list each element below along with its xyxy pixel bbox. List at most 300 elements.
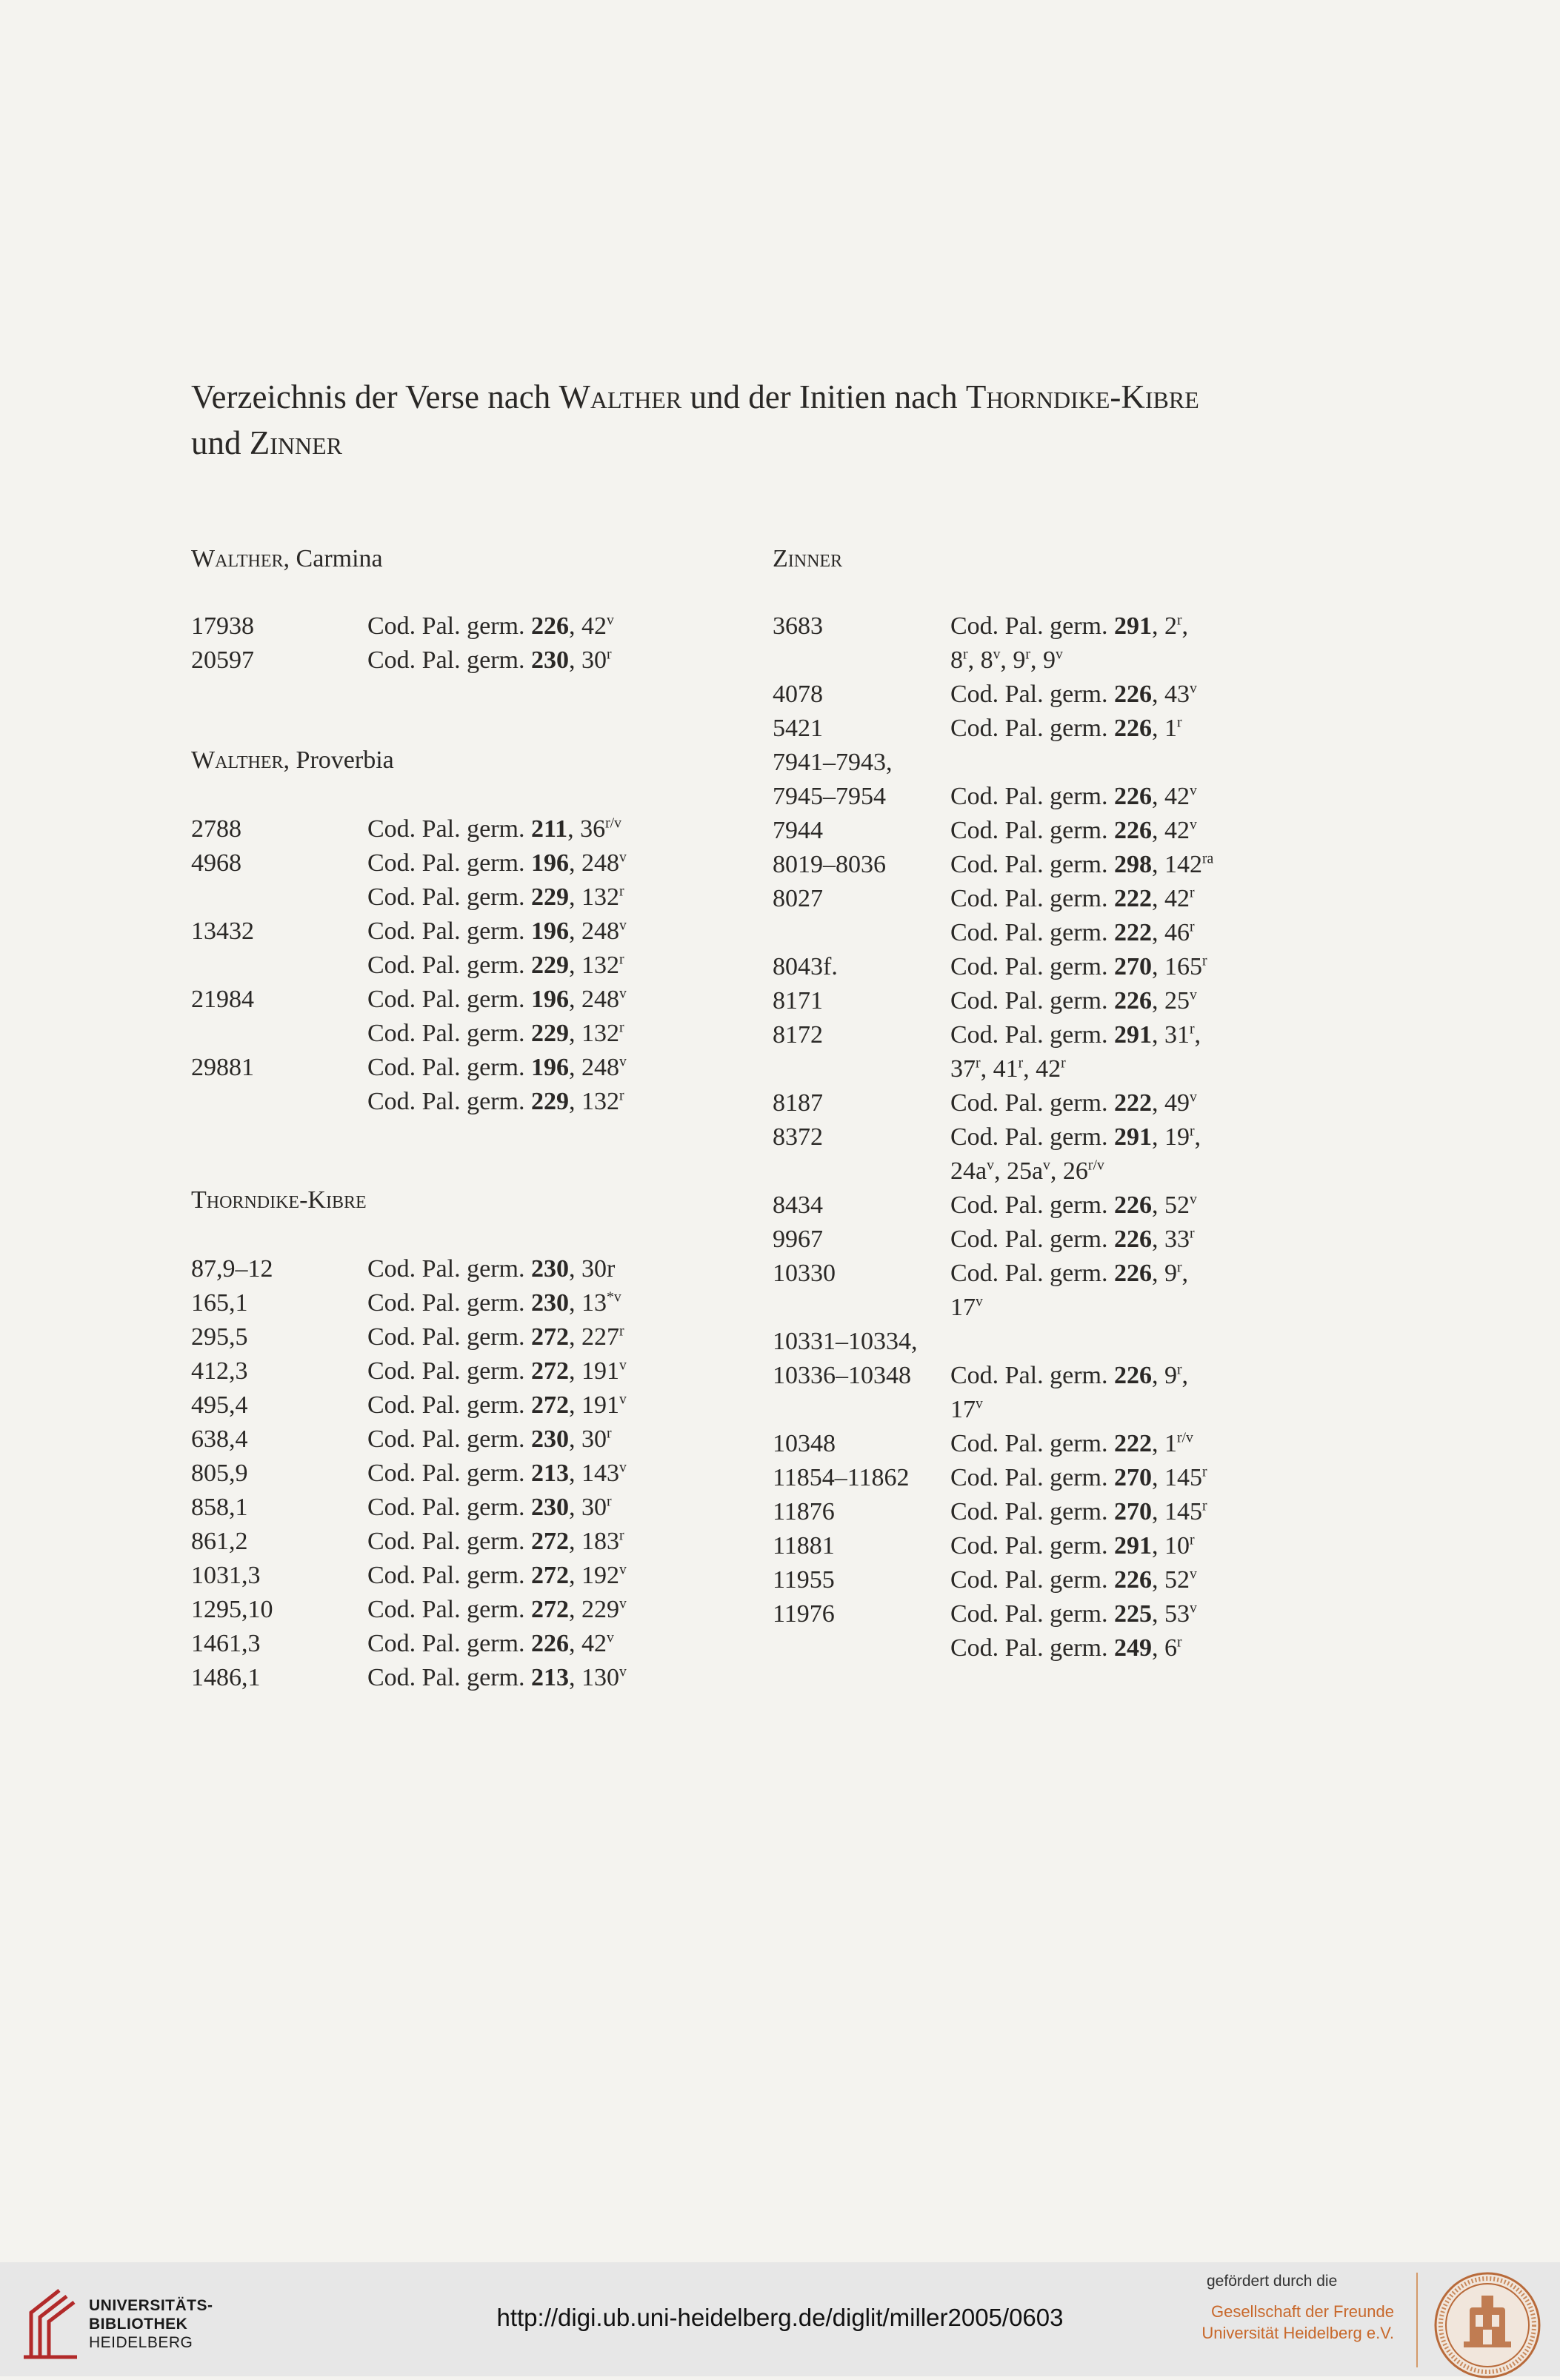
index-entry xyxy=(773,1154,1336,1189)
codex-number: 272 xyxy=(530,1528,569,1555)
codex-number: 222 xyxy=(1113,885,1152,912)
entry-reference xyxy=(950,1257,1336,1291)
folio: , 130 xyxy=(568,1664,619,1691)
index-entry xyxy=(191,1559,754,1593)
codex-label: Cod. Pal. germ. xyxy=(950,1362,1114,1389)
folio: , 43 xyxy=(1151,681,1190,708)
codex-number: 226 xyxy=(1113,783,1152,810)
folio-side: v xyxy=(619,849,627,866)
folio: , 9 xyxy=(1030,646,1056,674)
entry-key: 8434 xyxy=(773,1191,823,1219)
codex-label: Cod. Pal. germ. xyxy=(367,815,531,843)
entry-key: 8019–8036 xyxy=(773,851,886,878)
codex-number: 226 xyxy=(1113,1191,1152,1219)
walther-proverbia-list xyxy=(191,812,754,1119)
folio: , 2 xyxy=(1151,612,1177,640)
entry-key xyxy=(773,1154,950,1189)
codex-number: 226 xyxy=(1113,681,1152,708)
codex-number: 291 xyxy=(1113,1021,1152,1049)
codex-number: 270 xyxy=(1113,1464,1152,1491)
entry-key: 8171 xyxy=(773,987,823,1014)
entry-reference xyxy=(367,1491,754,1525)
codex-label: Cod. Pal. germ. xyxy=(367,646,531,674)
entry-key: 11854–11862 xyxy=(773,1464,910,1491)
codex-number: 226 xyxy=(1113,1362,1152,1389)
entry-reference xyxy=(367,1354,754,1388)
library-name: UNIVERSITÄTS- BIBLIOTHEK HEIDELBERG xyxy=(89,2297,213,2351)
entry-key: 11881 xyxy=(773,1532,835,1560)
index-entry xyxy=(773,1120,1336,1154)
folio-side: v xyxy=(1189,782,1197,799)
folio-side: v xyxy=(1055,646,1063,663)
continuation-comma: , xyxy=(1181,612,1189,640)
folio: , 42 xyxy=(1023,1055,1061,1083)
folio-side: v xyxy=(987,1157,994,1174)
codex-number: 272 xyxy=(530,1323,569,1351)
folio-side: r xyxy=(1189,1531,1195,1548)
index-entry xyxy=(773,814,1336,848)
entry-key xyxy=(773,916,950,950)
folio-side: r xyxy=(1201,952,1207,969)
codex-label: Cod. Pal. germ. xyxy=(367,1494,531,1521)
codex-label: Cod. Pal. germ. xyxy=(367,612,531,640)
folio: , 13 xyxy=(568,1289,607,1317)
entry-reference xyxy=(367,1085,754,1119)
entry-key: 295,5 xyxy=(191,1323,248,1351)
folio: , 143 xyxy=(568,1460,619,1487)
entry-reference xyxy=(950,1291,1336,1325)
entry-reference xyxy=(367,1051,754,1085)
index-entry xyxy=(191,1354,754,1388)
index-entry xyxy=(191,1593,754,1627)
entry-key: 7941–7943, xyxy=(773,749,893,776)
entry-key xyxy=(773,1291,950,1325)
entry-reference xyxy=(950,1597,1336,1631)
entry-reference xyxy=(367,1017,754,1051)
entry-key xyxy=(773,1052,950,1086)
entry-reference xyxy=(950,1393,1336,1427)
entry-reference xyxy=(950,1189,1336,1223)
folio-side: r xyxy=(606,1425,612,1442)
folio-side: v xyxy=(1189,1600,1197,1617)
entry-reference xyxy=(367,880,754,915)
codex-label: Cod. Pal. germ. xyxy=(367,1357,531,1385)
entry-reference xyxy=(367,915,754,949)
sponsor-divider xyxy=(1416,2273,1418,2367)
codex-number: 272 xyxy=(530,1357,569,1385)
index-entry xyxy=(773,1018,1336,1052)
codex-number: 222 xyxy=(1113,919,1152,946)
index-entry xyxy=(773,882,1336,916)
codex-number: 230 xyxy=(530,1255,569,1283)
entry-key xyxy=(191,1017,367,1051)
entry-key: 638,4 xyxy=(191,1425,248,1453)
codex-number: 213 xyxy=(530,1460,569,1487)
entry-key: 3683 xyxy=(773,612,823,640)
index-entry xyxy=(191,812,754,846)
folio: , 30 xyxy=(568,1494,607,1521)
codex-label: Cod. Pal. germ. xyxy=(950,1226,1114,1253)
folio: , 19 xyxy=(1151,1123,1190,1151)
codex-number: 196 xyxy=(530,849,569,877)
index-entry xyxy=(191,1388,754,1423)
codex-number: 226 xyxy=(530,612,569,640)
folio-side: r xyxy=(1176,612,1182,629)
folio: , 30 xyxy=(568,646,607,674)
codex-label: Cod. Pal. germ. xyxy=(367,1323,531,1351)
entry-reference xyxy=(367,1525,754,1559)
codex-label: Cod. Pal. germ. xyxy=(367,1630,531,1657)
folio: , 227 xyxy=(568,1323,619,1351)
codex-label: Cod. Pal. germ. xyxy=(950,681,1114,708)
entry-key: 1486,1 xyxy=(191,1664,261,1691)
codex-label: Cod. Pal. germ. xyxy=(367,1425,531,1453)
index-entry xyxy=(191,644,754,678)
folio: , 191 xyxy=(568,1357,619,1385)
folio-side: v xyxy=(1189,1565,1197,1582)
codex-number: 270 xyxy=(1113,953,1152,980)
codex-label: Cod. Pal. germ. xyxy=(950,885,1114,912)
codex-label: Cod. Pal. germ. xyxy=(367,1460,531,1487)
folio-side: v xyxy=(619,1391,627,1408)
folio: , 46 xyxy=(1151,919,1190,946)
folio-side: r/v xyxy=(1087,1157,1104,1174)
entry-reference xyxy=(950,950,1336,984)
entry-reference xyxy=(950,1359,1336,1393)
index-entry xyxy=(773,609,1336,644)
folio-side: v xyxy=(606,1629,614,1646)
folio-side: *v xyxy=(606,1288,621,1306)
index-entry xyxy=(773,1257,1336,1291)
codex-number: 196 xyxy=(530,917,569,945)
codex-label: Cod. Pal. germ. xyxy=(950,1464,1114,1491)
codex-number: 229 xyxy=(530,1088,569,1115)
index-entry xyxy=(773,1291,1336,1325)
entry-reference xyxy=(950,1529,1336,1563)
folio: 24a xyxy=(950,1157,987,1185)
folio-side: r xyxy=(619,1323,624,1340)
codex-label: Cod. Pal. germ. xyxy=(950,1634,1114,1662)
entry-key xyxy=(773,1393,950,1427)
codex-label: Cod. Pal. germ. xyxy=(950,612,1114,640)
index-entry xyxy=(191,1252,754,1286)
entry-reference xyxy=(950,1223,1336,1257)
folio-side: v xyxy=(619,1053,627,1070)
section-heading-thorndike-kibre: Thorndike-Kibre xyxy=(191,1186,367,1214)
folio-side: r xyxy=(1018,1054,1024,1072)
entry-key xyxy=(191,949,367,983)
entry-reference xyxy=(367,609,754,644)
codex-label: Cod. Pal. germ. xyxy=(367,1596,531,1623)
entry-key: 11876 xyxy=(773,1498,835,1525)
folio-side: v xyxy=(976,1395,983,1412)
folio-side: r xyxy=(619,883,624,900)
codex-number: 298 xyxy=(1113,851,1152,878)
entry-reference xyxy=(950,678,1336,712)
folio-side: v xyxy=(619,1357,627,1374)
entry-key: 11955 xyxy=(773,1566,835,1594)
codex-number: 291 xyxy=(1113,1532,1152,1560)
folio: , 132 xyxy=(568,1088,619,1115)
folio-side: r xyxy=(606,646,612,663)
folio-side: v xyxy=(619,1595,627,1612)
folio: , 8 xyxy=(967,646,993,674)
entry-reference xyxy=(950,609,1336,644)
codex-label: Cod. Pal. germ. xyxy=(950,1430,1114,1457)
codex-label: Cod. Pal. germ. xyxy=(367,883,531,911)
folio-side: v xyxy=(619,1663,627,1680)
entry-key: 21984 xyxy=(191,986,254,1013)
folio-side: v xyxy=(619,985,627,1002)
index-entry xyxy=(191,1661,754,1695)
entry-reference xyxy=(950,814,1336,848)
entry-reference xyxy=(950,916,1336,950)
entry-reference xyxy=(950,848,1336,882)
entry-key: 2788 xyxy=(191,815,241,843)
codex-label: Cod. Pal. germ. xyxy=(367,1088,531,1115)
folio: , 42 xyxy=(568,1630,607,1657)
index-entry xyxy=(773,1086,1336,1120)
entry-key: 10330 xyxy=(773,1260,836,1287)
entry-key: 8172 xyxy=(773,1021,823,1049)
entry-key: 861,2 xyxy=(191,1528,248,1555)
entry-key: 8187 xyxy=(773,1089,823,1117)
entry-key: 1295,10 xyxy=(191,1596,273,1623)
index-entry xyxy=(191,1320,754,1354)
codex-label: Cod. Pal. germ. xyxy=(950,1566,1114,1594)
entry-key: 10348 xyxy=(773,1430,836,1457)
folio: , 31 xyxy=(1151,1021,1190,1049)
entry-key: 412,3 xyxy=(191,1357,248,1385)
folio: , 142 xyxy=(1151,851,1202,878)
folio: 37 xyxy=(950,1055,976,1083)
folio: , 248 xyxy=(568,986,619,1013)
index-entry xyxy=(773,1189,1336,1223)
entry-key xyxy=(773,1631,950,1665)
entry-key: 165,1 xyxy=(191,1289,248,1317)
entry-reference xyxy=(950,644,1336,678)
index-entry xyxy=(191,1525,754,1559)
folio: , 52 xyxy=(1151,1191,1190,1219)
section-heading-walther-proverbia: Walther, Proverbia xyxy=(191,746,394,774)
folio: , 26 xyxy=(1050,1157,1088,1185)
index-entry xyxy=(773,1052,1336,1086)
entry-key: 5421 xyxy=(773,715,823,742)
index-entry xyxy=(773,678,1336,712)
index-entry xyxy=(191,1085,754,1119)
entry-key: 29881 xyxy=(191,1054,254,1081)
codex-number: 226 xyxy=(530,1630,569,1657)
entry-reference xyxy=(367,1559,754,1593)
folio: , 52 xyxy=(1151,1566,1190,1594)
folio-side: r xyxy=(619,1087,624,1104)
folio-side: v xyxy=(1043,1157,1050,1174)
folio-side: v xyxy=(619,917,627,934)
index-entry xyxy=(191,1627,754,1661)
index-entry xyxy=(773,780,1336,814)
folio-side: v xyxy=(1189,1089,1197,1106)
section-heading-walther-carmina: Walther, Carmina xyxy=(191,545,383,572)
codex-number: 222 xyxy=(1113,1430,1152,1457)
entry-reference xyxy=(950,984,1336,1018)
entry-reference xyxy=(950,712,1336,746)
codex-number: 226 xyxy=(1113,987,1152,1014)
codex-number: 225 xyxy=(1113,1600,1152,1628)
folio-side: v xyxy=(1189,680,1197,697)
codex-label: Cod. Pal. germ. xyxy=(367,1664,531,1691)
entry-reference xyxy=(367,949,754,983)
index-entry xyxy=(191,983,754,1017)
entry-reference xyxy=(367,812,754,846)
entry-key: 4078 xyxy=(773,681,823,708)
folio-side: r xyxy=(1176,1361,1182,1378)
folio: , 191 xyxy=(568,1391,619,1419)
index-entry xyxy=(773,712,1336,746)
entry-reference xyxy=(950,746,1336,780)
entry-reference xyxy=(367,644,754,678)
codex-label: Cod. Pal. germ. xyxy=(367,1255,531,1283)
folio-side: ra xyxy=(1201,850,1214,867)
index-entry xyxy=(773,1495,1336,1529)
entry-reference xyxy=(367,1627,754,1661)
entry-key xyxy=(191,1085,367,1119)
folio: , 9 xyxy=(1151,1362,1177,1389)
codex-number: 196 xyxy=(530,986,569,1013)
index-entry xyxy=(773,746,1336,780)
entry-reference xyxy=(367,1388,754,1423)
folio: , 248 xyxy=(568,1054,619,1081)
entry-reference xyxy=(367,1593,754,1627)
folio-side: r xyxy=(1176,1634,1182,1651)
walther-carmina-list xyxy=(191,609,754,678)
folio-side: r/v xyxy=(605,815,621,832)
folio-side: r xyxy=(1176,1259,1182,1276)
codex-label: Cod. Pal. germ. xyxy=(950,817,1114,844)
codex-number: 291 xyxy=(1113,612,1152,640)
index-entry xyxy=(191,949,754,983)
entry-reference xyxy=(950,1154,1336,1189)
entry-key: 7944 xyxy=(773,817,823,844)
index-entry xyxy=(773,1223,1336,1257)
entry-reference xyxy=(950,1325,1336,1359)
folio-side: r xyxy=(1189,918,1195,935)
codex-label: Cod. Pal. germ. xyxy=(950,919,1114,946)
codex-number: 230 xyxy=(530,1425,569,1453)
index-entry xyxy=(191,609,754,644)
index-entry xyxy=(191,915,754,949)
folio: , 192 xyxy=(568,1562,619,1589)
codex-label: Cod. Pal. germ. xyxy=(950,1021,1114,1049)
entry-reference xyxy=(950,1563,1336,1597)
continuation-comma: , xyxy=(1194,1021,1201,1049)
folio-side: r xyxy=(619,951,624,968)
folio-side: v xyxy=(619,1561,627,1578)
index-entry xyxy=(773,984,1336,1018)
folio-side: r xyxy=(606,1493,612,1510)
codex-label: Cod. Pal. germ. xyxy=(367,849,531,877)
permalink-url[interactable]: http://digi.ub.uni-heidelberg.de/diglit/miller2005/0603 xyxy=(496,2304,1064,2331)
entry-reference xyxy=(950,882,1336,916)
entry-key: 1461,3 xyxy=(191,1630,261,1657)
codex-label: Cod. Pal. germ. xyxy=(950,1260,1114,1287)
index-entry xyxy=(191,1051,754,1085)
entry-key xyxy=(191,880,367,915)
section-heading-zinner: Zinner xyxy=(773,545,843,572)
codex-number: 230 xyxy=(530,646,569,674)
folio: , 6 xyxy=(1151,1634,1177,1662)
index-entry xyxy=(773,644,1336,678)
folio-side: v xyxy=(1189,986,1197,1003)
folio-side: r/v xyxy=(1176,1429,1193,1446)
codex-label: Cod. Pal. germ. xyxy=(950,953,1114,980)
entry-reference xyxy=(367,1457,754,1491)
entry-key xyxy=(773,644,950,678)
folio: 17 xyxy=(950,1396,976,1423)
index-entry xyxy=(191,1491,754,1525)
entry-key: 10331–10334, xyxy=(773,1328,918,1355)
entry-reference xyxy=(367,1320,754,1354)
zinner-list xyxy=(773,609,1336,1665)
folio-side: r xyxy=(619,1527,624,1544)
folio: , 9 xyxy=(1000,646,1026,674)
entry-reference xyxy=(367,1661,754,1695)
codex-label: Cod. Pal. germ. xyxy=(367,1289,531,1317)
codex-label: Cod. Pal. germ. xyxy=(950,715,1114,742)
codex-number: 226 xyxy=(1113,1566,1152,1594)
codex-number: 272 xyxy=(530,1562,569,1589)
codex-number: 230 xyxy=(530,1289,569,1317)
codex-label: Cod. Pal. germ. xyxy=(367,1020,531,1047)
folio: , 49 xyxy=(1151,1089,1190,1117)
codex-label: Cod. Pal. germ. xyxy=(367,1562,531,1589)
codex-number: 272 xyxy=(530,1596,569,1623)
continuation-comma: , xyxy=(1194,1123,1201,1151)
codex-label: Cod. Pal. germ. xyxy=(950,783,1114,810)
entry-key: 495,4 xyxy=(191,1391,248,1419)
folio: , 145 xyxy=(1151,1498,1202,1525)
codex-label: Cod. Pal. germ. xyxy=(367,1054,531,1081)
codex-number: 226 xyxy=(1113,1226,1152,1253)
codex-label: Cod. Pal. germ. xyxy=(950,851,1114,878)
codex-number: 211 xyxy=(530,815,568,843)
folio: 17 xyxy=(950,1294,976,1321)
folio: , 25 xyxy=(1151,987,1190,1014)
index-entry xyxy=(773,1359,1336,1393)
entry-key: 11976 xyxy=(773,1600,835,1628)
page-title: Verzeichnis der Verse nach Walther und der Initien nach Thorndike-Kibre und Zinner xyxy=(191,378,1199,461)
footer-bar xyxy=(0,2262,1560,2376)
entry-reference xyxy=(367,1252,754,1286)
codex-number: 226 xyxy=(1113,817,1152,844)
entry-reference xyxy=(950,1120,1336,1154)
entry-key: 805,9 xyxy=(191,1460,248,1487)
entry-key: 4968 xyxy=(191,849,241,877)
index-entry xyxy=(773,1427,1336,1461)
codex-label: Cod. Pal. germ. xyxy=(950,1123,1114,1151)
codex-label: Cod. Pal. germ. xyxy=(950,1089,1114,1117)
folio-side: v xyxy=(976,1293,983,1310)
entry-key: 8372 xyxy=(773,1123,823,1151)
folio-side: r xyxy=(1061,1054,1066,1072)
folio: 8 xyxy=(950,646,963,674)
sponsor-label: gefördert durch die xyxy=(1207,2273,1338,2290)
folio-side: r xyxy=(1189,1123,1195,1140)
index-entry xyxy=(191,880,754,915)
codex-label: Cod. Pal. germ. xyxy=(950,1191,1114,1219)
folio: , 9 xyxy=(1151,1260,1177,1287)
entry-reference xyxy=(950,1495,1336,1529)
codex-label: Cod. Pal. germ. xyxy=(950,1532,1114,1560)
